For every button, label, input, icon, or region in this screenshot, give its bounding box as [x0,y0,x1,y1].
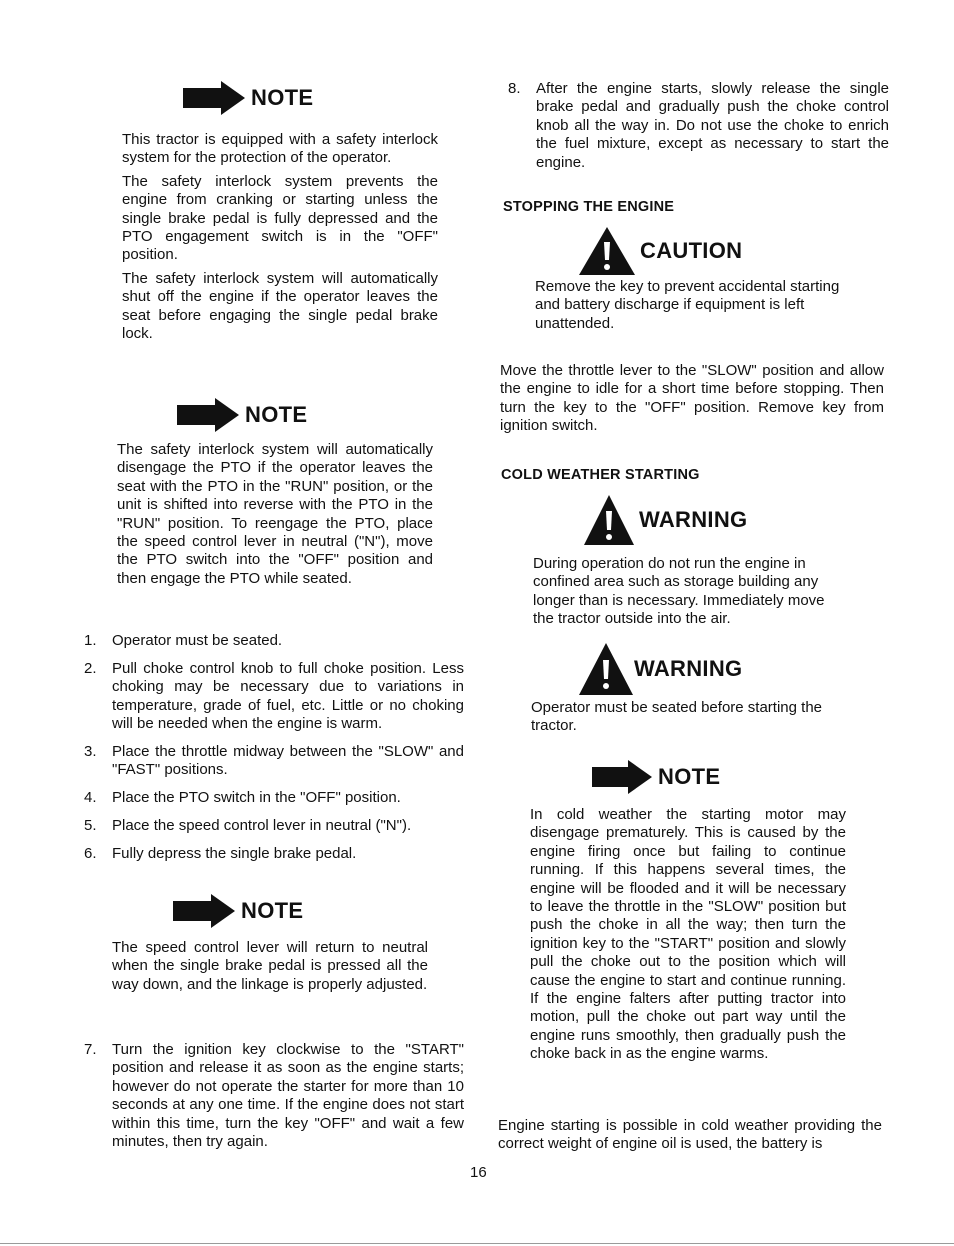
section-heading-stopping: STOPPING THE ENGINE [503,199,675,215]
warning-triangle-icon [578,642,634,696]
note-label: NOTE [251,85,314,110]
list-item: 8. After the engine starts, slowly release the single brake pedal and gradually push the choke control knob all the way in. Do not use the choke to enrich the fuel mixture, except as necessary to start the engine. [508,80,889,171]
cold-weather-body [498,1117,882,1159]
section-heading-cold: COLD WEATHER STARTING [501,467,700,483]
stopping-text: Move the throttle lever to the "SLOW" position and allow the engine to idle for a short time before stopping. Then turn the key to the "OFF" position. Remove key from ignition switch. [500,362,884,435]
note-label: NOTE [241,898,304,923]
list-item: 4. Place the PTO switch in the "OFF" position. [84,789,401,807]
list-item: 3. Place the throttle midway between the "SLOW" and "FAST" positions. [84,743,464,779]
note-2-body [117,441,433,593]
note-arrow-icon [592,758,654,796]
caution-callout [578,226,742,276]
note-3-body [112,939,428,999]
list-item: 7. Turn the ignition key clockwise to the "START" position and release it as soon as the engine starts; however do not operate the starter for more than 10 seconds at any one time. If the engine does not start within this time, turn the key "OFF" and wait a few minutes, then try again. [84,1041,464,1151]
note-1-body [122,131,438,348]
note-2-text: The safety interlock system will automatically disengage the PTO if the operator leaves the seat with the PTO in the "RUN" position, or the unit is shifted into reverse with the PTO in the "RUN" position. To reengage the PTO, place the speed control lever in neutral ("N"), move the PTO switch into the "OFF" position and then engage the PTO while seated. [117,441,433,587]
note-label: NOTE [245,402,308,427]
warning-callout-1 [583,494,747,546]
list-item: 5. Place the speed control lever in neutral ("N"). [84,817,412,835]
warning-2-text: Operator must be seated before starting the tractor. [531,699,822,735]
note-label: NOTE [658,764,721,789]
caution-text: Remove the key to prevent accidental starting and battery discharge if equipment is left unattended. [535,278,840,332]
note-1-paragraph: The safety interlock system will automatically shut off the engine if the operator leaves the seat before engaging the single pedal brake lock. [122,269,438,343]
note-arrow-icon [173,892,237,930]
note-arrow-icon [177,396,241,434]
warning-1-body [533,555,849,634]
note-callout-3 [173,892,303,930]
note-4-body [530,806,846,1069]
steps-list [84,632,464,873]
page-number: 16 [470,1164,487,1181]
page-edge-divider [0,1243,954,1244]
warning-triangle-icon [578,226,636,276]
note-callout-2 [177,396,307,434]
note-1-paragraph: This tractor is equipped with a safety interlock system for the protection of the operator. [122,131,438,167]
warning-label: WARNING [634,656,743,681]
list-item: 1. Operator must be seated. [84,632,283,649]
list-item: 2. Pull choke control knob to full choke position. Less choking may be necessary due to variations in temperature, grade of fuel, etc. Little or no choking will be needed when the engine is warm. [84,659,464,733]
warning-2-body [531,699,853,741]
note-callout-1 [183,79,313,117]
warning-callout-2 [578,642,742,696]
note-4-text: In cold weather the starting motor may disengage prematurely. This is caused by the engine firing once but failing to continue running. If this happens several times, the engine will be flooded and it will be necessary to leave the throttle in the "SLOW" position but push the choke in all the way; then turn the ignition key to the "START" position and slowly pull the choke out to the position which will cause the engine to start and continue running. If the engine falters after putting tractor into motion, pull the choke out part way until the engine runs smoothly, then gradually push the choke back in as the engine warms. [530,806,846,1063]
note-3-text: The speed control lever will return to neutral when the single brake pedal is pressed all the way down, and the linkage is properly adjusted. [112,939,428,993]
note-1-paragraph: The safety interlock system prevents the engine from cranking or starting unless the single brake pedal is fully depressed and the PTO engagement switch is in the "OFF" position. [122,172,438,264]
stopping-body [500,362,884,441]
warning-label: WARNING [639,507,748,532]
cold-weather-text: Engine starting is possible in cold weather providing the correct weight of engine oil is used, the battery is [498,1117,882,1153]
caution-body [535,278,855,338]
step-8 [508,80,889,182]
warning-1-text: During operation do not run the engine in confined area such as storage building any longer than is necessary. Immediately move the tractor outside into the air. [533,555,825,628]
list-item: 6. Fully depress the single brake pedal. [84,845,357,863]
warning-triangle-icon [583,494,635,546]
caution-label: CAUTION [640,238,743,263]
note-callout-4 [592,758,720,796]
note-arrow-icon [183,79,247,117]
step-7 [84,1041,464,1161]
